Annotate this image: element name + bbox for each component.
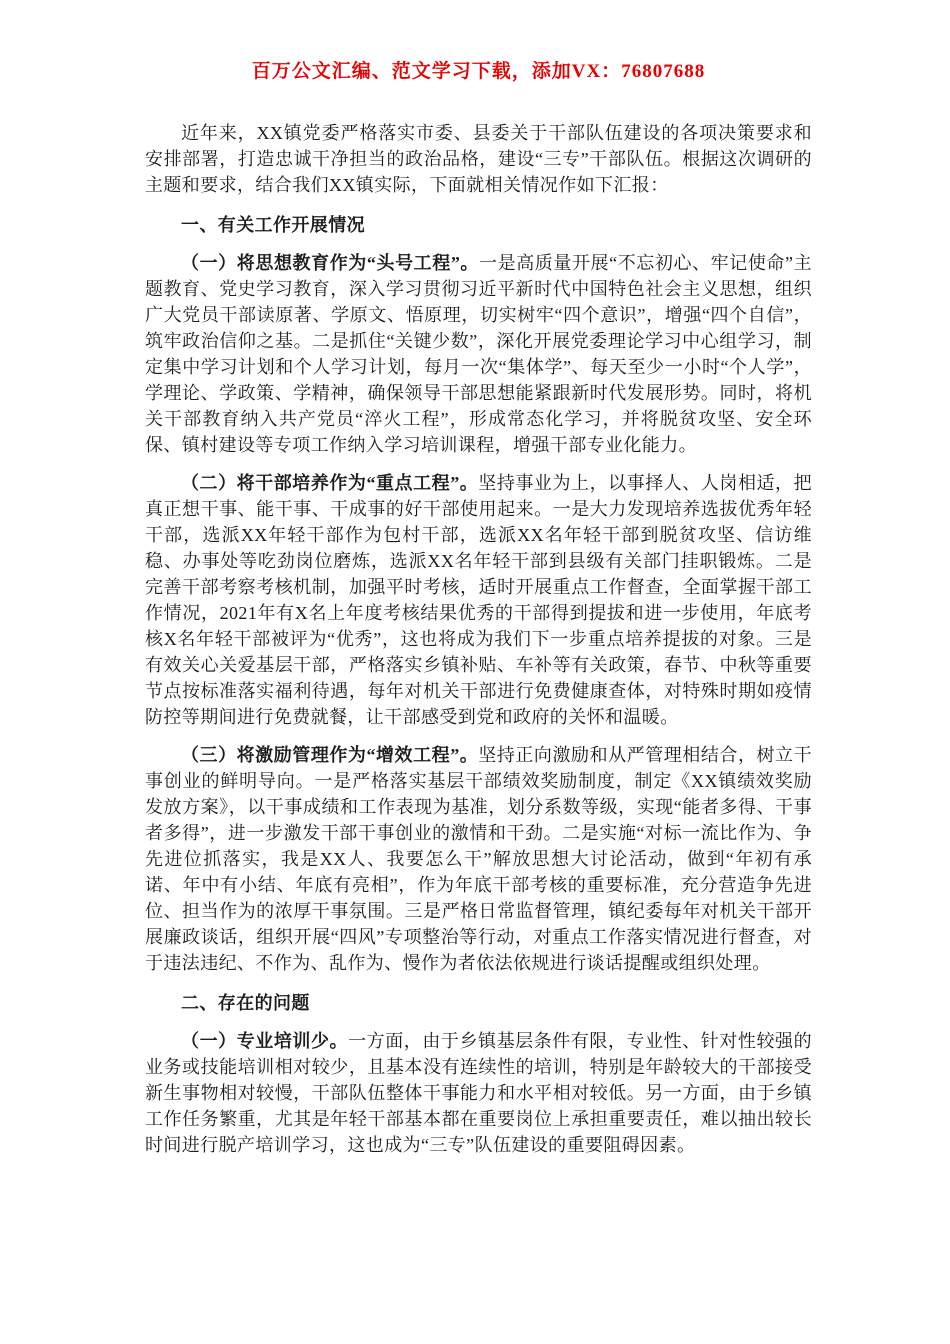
paragraph-lead: （二）将干部培养作为“重点工程”。: [181, 473, 479, 493]
paragraph-lead: （一）将思想教育作为“头号工程”。: [181, 253, 480, 273]
paragraph-lead: （三）将激励管理作为“增效工程”。: [181, 745, 479, 765]
paragraph: （二）将干部培养作为“重点工程”。坚持事业为上，以事择人、人岗相适，把真正想干事、能干事、干成事的好干部使用起来。一是大力发现培养选拔优秀年轻干部，选派XX年轻干部作为包村干部，选派XX名年轻干部到脱贫攻坚、信访维稳、办事处等吃劲岗位磨炼，选派XX名年轻干部到县级有关部门挂职锻炼。二是完善干部考察考核机制，加强平时考核，适时开展重点工作督查，全面掌握干部工作情况，2021年有X名上年度考核结果优秀的干部得到提拔和进一步使用，年底考核X名年轻干部被评为“优秀”，这也将成为我们下一步重点培养提拔的对象。三是有效关心关爱基层干部，严格落实乡镇补贴、车补等有关政策，春节、中秋等重要节点按标准落实福利待遇，每年对机关干部进行免费健康查体，对特殊时期如疫情防控等期间进行免费就餐，让干部感受到党和政府的关怀和温暖。: [145, 473, 812, 727]
paragraph: （一）专业培训少。一方面，由于乡镇基层条件有限，专业性、针对性较强的业务或技能培训相对较少，且基本没有连续性的培训，特别是年龄较大的干部接受新生事物相对较慢，干部队伍整体干事能力和水平相对较低。另一方面，由于乡镇工作任务繁重，尤其是年轻干部基本都在重要岗位上承担重要责任，难以抽出较长时间进行脱产培训学习，这也成为“三专”队伍建设的重要阻碍因素。: [145, 1031, 812, 1155]
document-body: [145, 120, 812, 1158]
paragraph-lead: （一）专业培训少。: [181, 1031, 349, 1051]
paragraph: （一）将思想教育作为“头号工程”。一是高质量开展“不忘初心、牢记使命”主题教育、党史学习教育，深入学习贯彻习近平新时代中国特色社会主义思想，组织广大党员干部读原著、学原文、悟原理，切实树牢“四个意识”，增强“四个自信”，筑牢政治信仰之基。二是抓住“关键少数”，深化开展党委理论学习中心组学习，制定集中学习计划和个人学习计划，每月一次“集体学”、每天至少一小时“个人学”，学理论、学政策、学精神，确保领导干部思想能紧跟新时代发展形势。同时，将机关干部教育纳入共产党员“淬火工程”，形成常态化学习，并将脱贫攻坚、安全环保、镇村建设等专项工作纳入学习培训课程，增强干部专业化能力。: [145, 253, 812, 455]
promo-banner: 百万公文汇编、范文学习下载，添加VX：76807688: [251, 61, 706, 82]
section-heading: 一、有关工作开展情况: [181, 215, 365, 235]
section-heading: 二、存在的问题: [181, 993, 310, 1013]
paragraph: 近年来，XX镇党委严格落实市委、县委关于干部队伍建设的各项决策要求和安排部署，打造忠诚干净担当的政治品格，建设“三专”干部队伍。根据这次调研的主题和要求，结合我们XX镇实际，下面就相关情况作如下汇报：: [145, 123, 812, 195]
paragraph: （三）将激励管理作为“增效工程”。坚持正向激励和从严管理相结合，树立干事创业的鲜明导向。一是严格落实基层干部绩效奖励制度，制定《XX镇绩效奖励发放方案》，以干事成绩和工作表现为基准，划分系数等级，实现“能者多得、干事者多得”，进一步激发干部干事创业的激情和干劲。二是实施“对标一流比作为、争先进位抓落实，我是XX人、我要怎么干”解放思想大讨论活动，做到“年初有承诺、年中有小结、年底有亮相”，作为年底干部考核的重要标准，充分营造争先进位、担当作为的浓厚干事氛围。三是严格日常监督管理，镇纪委每年对机关干部开展廉政谈话，组织开展“四风”专项整治等行动，对重点工作落实情况进行督查，对于违法违纪、不作为、乱作为、慢作为者依法依规进行谈话提醒或组织处理。: [145, 745, 812, 973]
